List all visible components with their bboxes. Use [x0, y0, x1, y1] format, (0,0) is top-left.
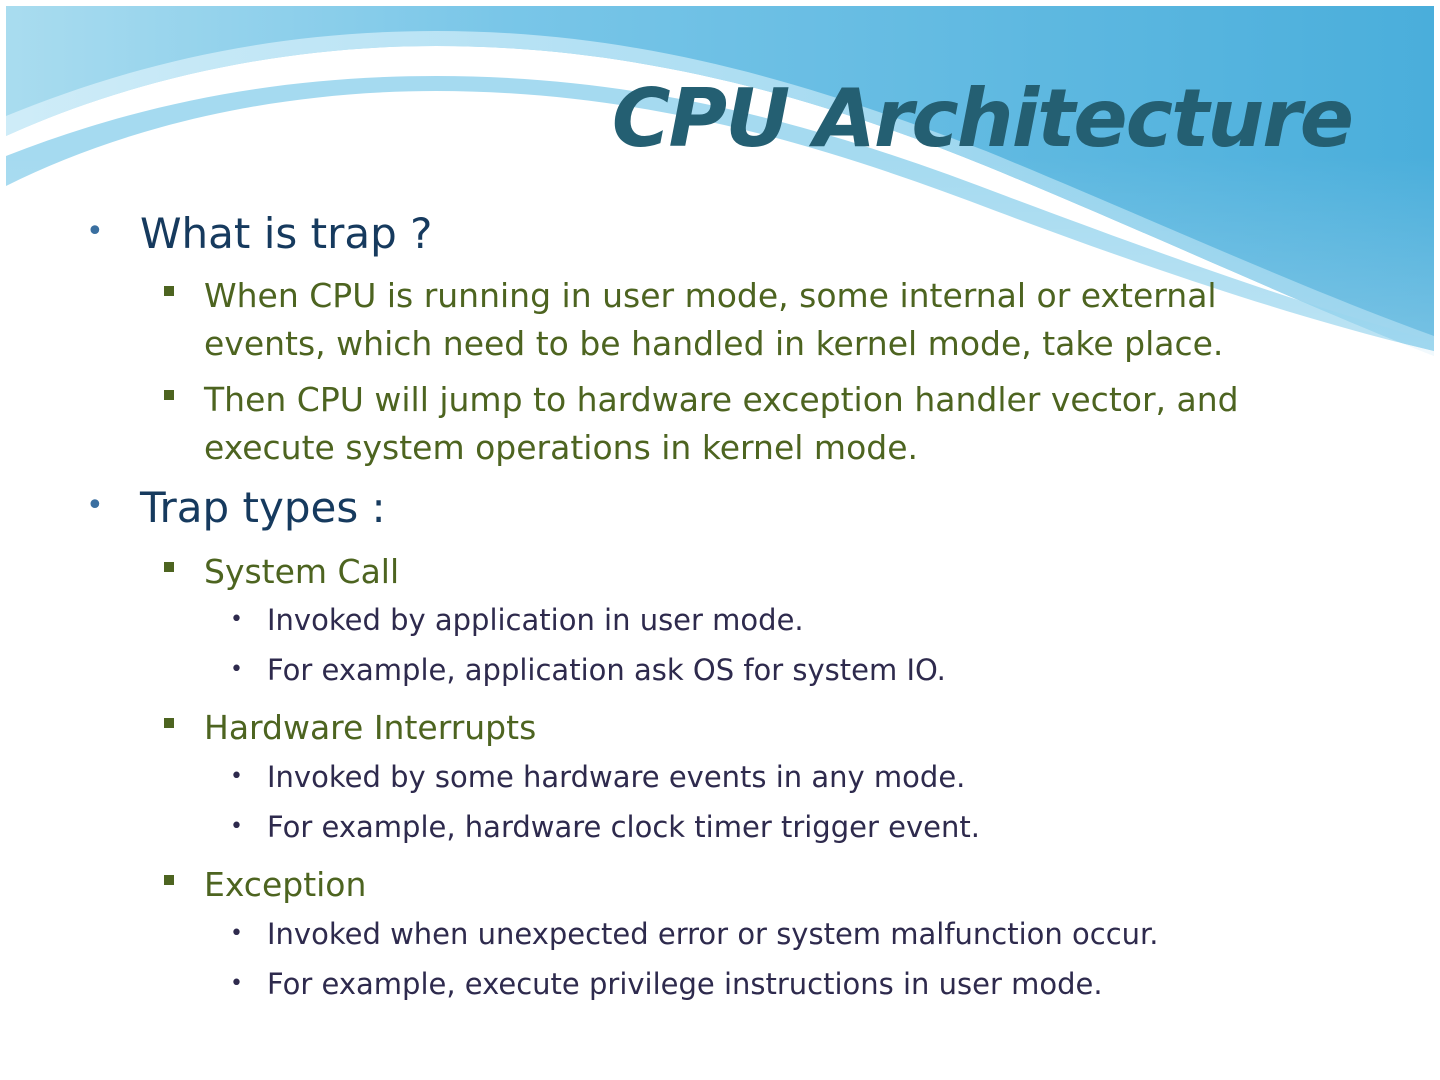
square-bullet-icon — [164, 875, 174, 885]
trap-point-2-line-2: execute system operations in kernel mode. — [204, 428, 918, 467]
system-call-detail-2: For example, application ask OS for system IO. — [267, 653, 946, 687]
small-bullet-icon: • — [230, 657, 243, 682]
system-call-detail-1: Invoked by application in user mode. — [267, 603, 804, 637]
section-heading-what-is-trap: What is trap ? — [140, 209, 433, 258]
exception-detail-1: Invoked when unexpected error or system malfunction occur. — [267, 917, 1159, 951]
bullet-dot-icon: • — [86, 214, 104, 249]
trap-point-2-line-1: Then CPU will jump to hardware exception handler vector, and — [204, 380, 1239, 419]
square-bullet-icon — [164, 286, 174, 296]
slide-title: CPU Architecture — [611, 72, 1352, 165]
trap-point-1-line-2: events, which need to be handled in kernel mode, take place. — [204, 324, 1224, 363]
square-bullet-icon — [164, 390, 174, 400]
small-bullet-icon: • — [230, 971, 243, 996]
section-heading-trap-types: Trap types : — [140, 483, 386, 532]
exception-detail-2: For example, execute privilege instructions in user mode. — [267, 967, 1103, 1001]
trap-type-hardware-interrupts: Hardware Interrupts — [204, 708, 537, 747]
small-bullet-icon: • — [230, 764, 243, 789]
small-bullet-icon: • — [230, 814, 243, 839]
small-bullet-icon: • — [230, 921, 243, 946]
trap-type-exception: Exception — [204, 865, 367, 904]
bullet-dot-icon: • — [86, 488, 104, 523]
hardware-interrupts-detail-2: For example, hardware clock timer trigger event. — [267, 810, 980, 844]
slide-frame — [6, 6, 1434, 1074]
square-bullet-icon — [164, 562, 174, 572]
small-bullet-icon: • — [230, 607, 243, 632]
slide-content — [6, 6, 1434, 1074]
square-bullet-icon — [164, 718, 174, 728]
trap-type-system-call: System Call — [204, 552, 400, 591]
hardware-interrupts-detail-1: Invoked by some hardware events in any mode. — [267, 760, 966, 794]
trap-point-1-line-1: When CPU is running in user mode, some internal or external — [204, 276, 1217, 315]
